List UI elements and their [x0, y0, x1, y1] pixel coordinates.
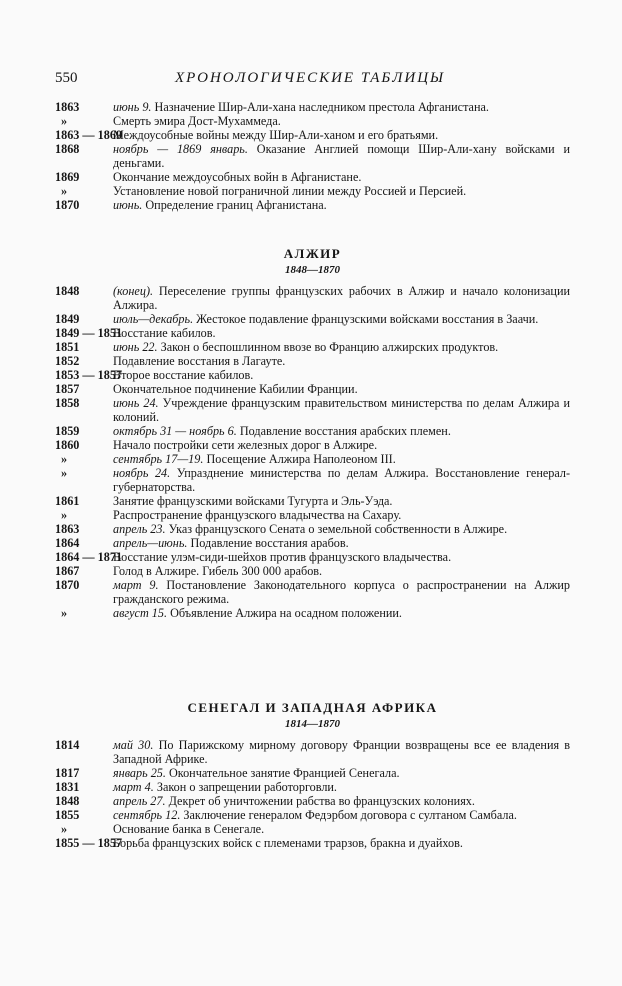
entry-date: июнь 22.: [113, 340, 158, 354]
entry-year: »: [61, 114, 68, 128]
entry-text: [113, 794, 570, 808]
entry-text: [113, 340, 570, 354]
entry-year: 1858: [55, 396, 80, 410]
entry-description: Посещение Алжира Наполеоном III.: [203, 452, 396, 466]
entry-year: 1852: [55, 354, 80, 368]
entry-text: [113, 578, 570, 606]
entry-description: Упразднение министерства по делам Алжира. Восстановление генерал-губернаторства.: [113, 466, 571, 494]
entry-text: [113, 836, 570, 850]
entry-text: [113, 326, 570, 340]
entry-text: [113, 114, 570, 128]
entry-text: [113, 170, 570, 184]
entry-description: Декрет об уничтожении рабства во французских колониях.: [165, 794, 475, 808]
chronology-entry: [55, 114, 570, 128]
entry-date: июль—декабрь.: [113, 312, 194, 326]
entry-text: [113, 100, 570, 114]
entry-date: август 15.: [113, 606, 168, 620]
entry-year: »: [61, 452, 68, 466]
entry-description: Жестокое подавление французскими войсками восстания в Заачи.: [193, 312, 539, 326]
chronology-entry: [55, 382, 570, 396]
chronology-entry: [55, 836, 570, 850]
chronology-entry: [55, 536, 570, 550]
entry-text: [113, 396, 570, 424]
entry-description: Окончательное подчинение Кабилии Франции.: [113, 382, 358, 396]
entry-text: [113, 780, 570, 794]
entry-description: Закон о запрещении работорговли.: [153, 780, 337, 794]
entry-text: [113, 808, 570, 822]
chronology-entry: [55, 340, 570, 354]
entry-date: (конец).: [113, 284, 154, 298]
entry-description: Определение границ Афганистана.: [142, 198, 327, 212]
chronology-entry: [55, 738, 570, 766]
chronology-entry: [55, 794, 570, 808]
entry-year: 1863: [55, 100, 80, 114]
page-number: 550: [55, 70, 78, 86]
afghanistan-section: [55, 100, 570, 212]
chronology-entry: [55, 508, 570, 522]
chronology-entry: [55, 494, 570, 508]
entry-date: май 30.: [113, 738, 154, 752]
entry-year: 1869: [55, 170, 80, 184]
entry-date: июнь.: [113, 198, 143, 212]
entry-description: Объявление Алжира на осадном положении.: [167, 606, 402, 620]
entry-year: 1870: [55, 198, 80, 212]
entry-date: ноябрь — 1869 январь.: [113, 142, 248, 156]
entry-description: Заключение генералом Федэрбом договора с султаном Самбала.: [180, 808, 517, 822]
chronology-entry: [55, 522, 570, 536]
chronology-entry: [55, 170, 570, 184]
chronology-entry: [55, 312, 570, 326]
chronology-entry: [55, 438, 570, 452]
entry-date: сентябрь 12.: [113, 808, 181, 822]
entry-date: апрель—июнь.: [113, 536, 188, 550]
entry-text: [113, 822, 570, 836]
entry-year: 1831: [55, 780, 80, 794]
entry-year: »: [61, 606, 68, 620]
entry-year: 1864: [55, 536, 80, 550]
entry-year: 1855: [55, 808, 80, 822]
entry-description: Окончание междоусобных войн в Афганистане.: [113, 170, 362, 184]
entry-year: 1853 — 1857: [55, 368, 123, 382]
entry-text: [113, 184, 570, 198]
entry-text: [113, 536, 570, 550]
entry-text: [113, 550, 570, 564]
entry-text: [113, 564, 570, 578]
running-title: ХРОНОЛОГИЧЕСКИЕ ТАБЛИЦЫ: [175, 70, 446, 86]
entry-year: 1863 — 1869: [55, 128, 123, 142]
chronology-entry: [55, 822, 570, 836]
entry-year: 1848: [55, 284, 80, 298]
chronology-entry: [55, 354, 570, 368]
chronology-entry: [55, 184, 570, 198]
entry-text: [113, 128, 570, 142]
entry-description: Назначение Шир-Али-хана наследником престола Афганистана.: [151, 100, 489, 114]
entry-description: Основание банка в Сенегале.: [113, 822, 265, 836]
entry-description: Подавление восстания арабов.: [187, 536, 349, 550]
chronology-entry: [55, 766, 570, 780]
entry-description: Голод в Алжире. Гибель 300 000 арабов.: [113, 564, 323, 578]
entry-date: апрель 27.: [113, 794, 166, 808]
chronology-entry: [55, 142, 570, 170]
entry-text: [113, 354, 570, 368]
entry-description: Начало постройки сети железных дорог в Алжире.: [113, 438, 378, 452]
entry-text: [113, 312, 570, 326]
entry-year: 1817: [55, 766, 80, 780]
entry-date: январь 25.: [113, 766, 166, 780]
entry-description: Оказание Англией помощи Шир-Али-хану войсками и деньгами.: [113, 142, 571, 170]
entry-description: Постановление Законодательного корпуса о распространении на Алжир гражданского режима.: [113, 578, 570, 606]
entry-date: июнь 24.: [113, 396, 159, 410]
entry-description: Окончательное занятие Францией Сенегала.: [165, 766, 400, 780]
chronology-entry: [55, 284, 570, 312]
entry-date: апрель 23.: [113, 522, 166, 536]
chronology-entry: [55, 368, 570, 382]
entry-description: Распространение французского владычества на Сахару.: [113, 508, 402, 522]
entry-year: »: [61, 184, 68, 198]
entry-text: [113, 738, 570, 766]
algeria-section: [55, 246, 570, 620]
entry-description: Борьба французских войск с племенами трарзов, бракна и дуайхов.: [113, 836, 463, 850]
entry-year: 1814: [55, 738, 80, 752]
entry-text: [113, 382, 570, 396]
entry-text: [113, 494, 570, 508]
entry-text: [113, 766, 570, 780]
entry-text: [113, 424, 570, 438]
section-range: 1848—1870: [285, 264, 340, 276]
entry-date: сентябрь 17—19.: [113, 452, 204, 466]
entry-description: Установление новой пограничной линии между Россией и Персией.: [113, 184, 467, 198]
entry-text: [113, 142, 570, 170]
entry-description: Восстание кабилов.: [113, 326, 216, 340]
entry-year: 1861: [55, 494, 80, 508]
chronology-entry: [55, 578, 570, 606]
entry-date: июнь 9.: [113, 100, 152, 114]
section-range: 1814—1870: [285, 718, 340, 730]
entry-description: Занятие французскими войсками Тугурта и Эль-Уэда.: [113, 494, 393, 508]
chronology-entry: [55, 326, 570, 340]
entry-description: Переселение группы французских рабочих в Алжир и начало колонизации Алжира.: [113, 284, 570, 312]
entry-year: 1849: [55, 312, 80, 326]
entry-text: [113, 198, 570, 212]
entry-description: Смерть эмира Дост-Мухаммеда.: [113, 114, 281, 128]
entry-text: [113, 452, 570, 466]
chronology-entry: [55, 606, 570, 620]
chronology-entry: [55, 198, 570, 212]
entry-year: 1849 — 1851: [55, 326, 123, 340]
entry-description: Подавление восстания арабских племен.: [236, 424, 451, 438]
entry-year: 1867: [55, 564, 80, 578]
section-title: АЛЖИР: [283, 246, 342, 261]
page-header: [55, 70, 575, 90]
entry-description: Подавление восстания в Лагауте.: [113, 354, 286, 368]
chronology-entry: [55, 396, 570, 424]
entry-year: 1860: [55, 438, 80, 452]
chronology-entry: [55, 100, 570, 114]
entry-description: Учреждение французским правительством министерства по делам Алжира и колоний.: [113, 396, 571, 424]
chronology-entry: [55, 550, 570, 564]
chronology-entry: [55, 564, 570, 578]
chronology-entry: [55, 808, 570, 822]
chronology-entry: [55, 452, 570, 466]
entry-date: март 9.: [113, 578, 159, 592]
entry-year: 1864 — 1871: [55, 550, 123, 564]
entry-description: Закон о беспошлинном ввозе во Францию алжирских продуктов.: [157, 340, 499, 354]
entry-year: »: [61, 466, 68, 480]
entry-text: [113, 522, 570, 536]
entry-description: Второе восстание кабилов.: [113, 368, 254, 382]
chronology-entry: [55, 780, 570, 794]
section-title: СЕНЕГАЛ И ЗАПАДНАЯ АФРИКА: [187, 700, 438, 715]
chronology-entry: [55, 128, 570, 142]
entry-year: »: [61, 508, 68, 522]
entry-description: Междоусобные войны между Шир-Али-ханом и его братьями.: [113, 128, 439, 142]
senegal-section: [55, 700, 570, 850]
entry-year: 1855 — 1857: [55, 836, 123, 850]
entry-date: октябрь 31 — ноябрь 6.: [113, 424, 237, 438]
entry-date: ноябрь 24.: [113, 466, 171, 480]
entry-text: [113, 368, 570, 382]
chronology-entry: [55, 466, 570, 494]
entry-description: По Парижскому мирному договору Франции возвращены все ее владения в Западной Африке.: [113, 738, 571, 766]
entry-date: март 4.: [113, 780, 154, 794]
entry-description: Восстание улэм-сиди-шейхов против французского владычества.: [113, 550, 452, 564]
entry-text: [113, 438, 570, 452]
entry-year: 1848: [55, 794, 80, 808]
entry-year: 1863: [55, 522, 80, 536]
entry-year: 1857: [55, 382, 80, 396]
entry-year: 1851: [55, 340, 80, 354]
entry-year: 1859: [55, 424, 80, 438]
entry-year: 1868: [55, 142, 80, 156]
entry-year: »: [61, 822, 68, 836]
entry-text: [113, 606, 570, 620]
entry-year: 1870: [55, 578, 80, 592]
entry-text: [113, 466, 570, 494]
entry-description: Указ французского Сената о земельной собственности в Алжире.: [165, 522, 508, 536]
entry-text: [113, 508, 570, 522]
chronology-entry: [55, 424, 570, 438]
entry-text: [113, 284, 570, 312]
